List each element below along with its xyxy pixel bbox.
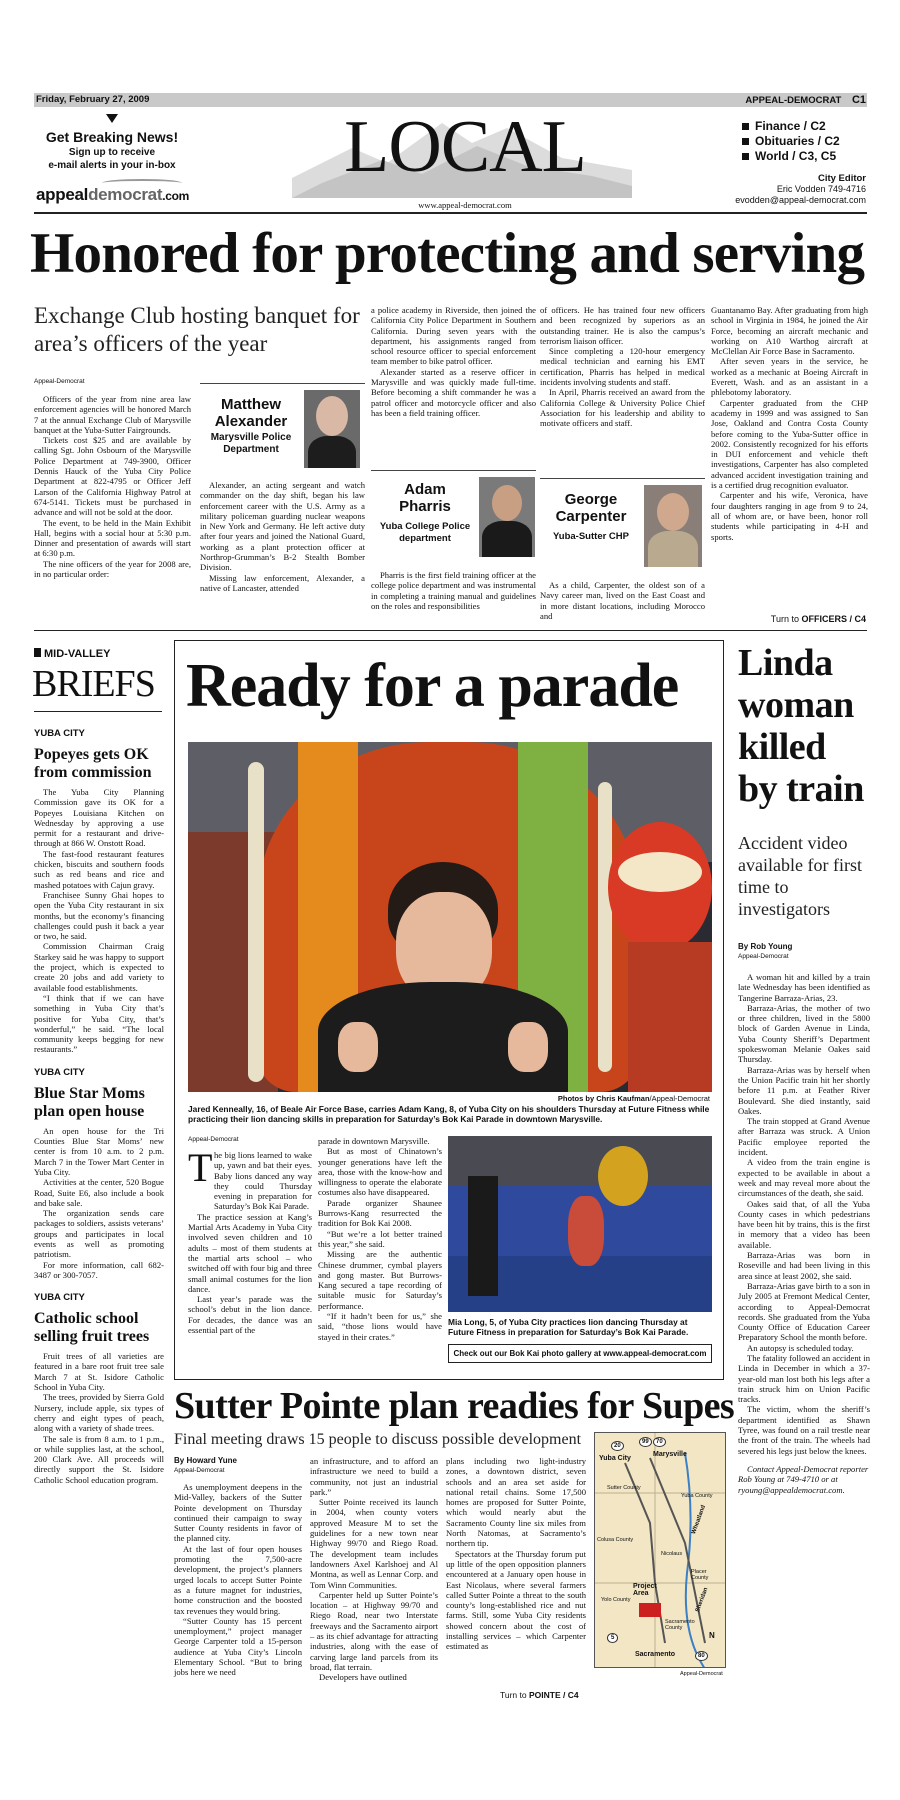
linda-paragraph: Oakes said that, of all the Yuba County cases in which pedestrians have been hit by trains, this is the first in memory that a video has been available. xyxy=(738,1198,870,1250)
officer-box-carpenter xyxy=(540,478,705,572)
section-name: LOCAL xyxy=(344,106,586,188)
editor-email[interactable]: evodden@appeal-democrat.com xyxy=(735,195,866,205)
map-label-colusa: Colusa County xyxy=(597,1537,634,1543)
linda-paragraph: An autopsy is scheduled today. xyxy=(747,1342,854,1353)
masthead-rule xyxy=(34,212,867,214)
sutter-paragraph: an infrastructure, and to afford an infrastructure we need to build a community, not just an industrial park.” xyxy=(310,1456,438,1497)
section-index xyxy=(742,119,872,164)
briefs-title: BRIEFS xyxy=(32,663,155,705)
promo-arrow-icon xyxy=(106,114,118,123)
map-label-marysville: Marysville xyxy=(653,1451,687,1458)
byline-prefix: By xyxy=(738,942,751,951)
linda-paragraph: A woman hit and killed by a train late Wednesday has been identified as Tangerine Barraza-Arias, 23. xyxy=(738,972,870,1003)
highway-shield-80: 80 xyxy=(695,1651,708,1661)
promo-title: Get Breaking News! xyxy=(45,129,179,145)
map-label-yolo: Yolo County xyxy=(601,1597,631,1603)
dropcap: T xyxy=(188,1145,213,1190)
lead-column-3b xyxy=(371,570,536,611)
officer-department: Marysville Police Department xyxy=(210,432,292,455)
index-label: Finance / C2 xyxy=(755,119,826,133)
lead-subhead: Exchange Club hosting banquet for area’s officers of the year xyxy=(34,303,360,356)
credit-suffix: /Appeal-Democrat xyxy=(649,1094,710,1103)
index-item[interactable] xyxy=(742,149,872,164)
briefs-column xyxy=(34,728,164,1485)
linda-paragraph: The train stopped at Grand Avenue after Barraza was struck. A Union Pacific employee reported the incident. xyxy=(738,1116,870,1158)
map-label-wheatland: Wheatland xyxy=(691,1504,708,1536)
lead-paragraph: Guantanamo Bay. After graduating from high school in Virginia in 1984, he joined the Air Force, becoming an aircraft mechanic and working on A10 Warthog aircraft at McClellan Air Force Base in Sacramento. xyxy=(711,305,868,357)
site-logo[interactable] xyxy=(36,185,189,205)
lead-paragraph: of officers. He has trained four new officers and been recognized by superiors as an outstanding trainer. He is also the campus’s terrorism liaison officer. xyxy=(540,305,705,346)
officer-name: Matthew Alexander xyxy=(214,396,288,430)
lead-paragraph: Alexander, an acting sergeant and watch commander on the day shift, began his law enforcement career with the U.S. Army as a military policeman guarding nuclear weapons in New York and Germany. He left active duty after four years and joined the National Guard, working as a plant protection officer at Northrop-Grumman’s B-2 Stealth Bomber Division. xyxy=(200,480,365,573)
byline-org: Appeal-Democrat xyxy=(174,1467,225,1474)
brief-body xyxy=(34,1126,164,1280)
linda-paragraph: Barraza-Arias gave birth to a son in July 2005 at Fremont Medical Center, according to Appeal-Democrat records. She graduated from the Yuba County Office of Education Career Preparatory School the month before. xyxy=(738,1280,870,1343)
byline-name: Howard Yune xyxy=(186,1456,237,1465)
index-label: Obituaries / C2 xyxy=(755,134,840,148)
lead-column-4b xyxy=(540,580,705,621)
officer-name: George Carpenter xyxy=(555,491,627,525)
linda-paragraph: Barraza-Arias, the mother of two or three children, lived in the 5800 block of Garden Avenue in Linda, Yuba County Sheriff’s Department spokeswoman Melanie Oakes said Thursday. xyxy=(738,1002,870,1065)
officer-box-pharris xyxy=(371,470,536,564)
lead-paragraph: Carpenter graduated from the CHP academy in 1999 and was assigned to San Jose, Oakland and Contra Costa County before coming to the Yuba-Sutter office in 2002. Consistently recognized for his efforts in DUI enforcement and vehicle theft investigations, Carpenter has also completed advanced accident investigation training and is a certified drug recognition evaluator. xyxy=(711,397,868,491)
brief-paragraph: The fast-food restaurant features chicken, biscuits and southern foods such as red beans and rice and mashed potatoes with Cajun gravy. xyxy=(34,848,164,890)
byline-prefix: By xyxy=(174,1456,187,1465)
sutter-column-3 xyxy=(446,1456,586,1652)
byline-org: Appeal-Democrat xyxy=(738,953,789,960)
index-item[interactable] xyxy=(742,134,872,149)
lead-paragraph: The nine officers of the year for 2008 are, in no particular order: xyxy=(34,558,191,580)
kicker-text: MID-VALLEY xyxy=(44,648,111,660)
parade-paragraph: But as most of Chinatown’s younger generations have left the area, those with the know-how and willingness to operate the elaborate costumes also have disappeared. xyxy=(318,1146,442,1198)
editor-name: Eric Vodden 749-4716 xyxy=(776,184,866,194)
sutter-paragraph: Developers have outlined xyxy=(319,1672,407,1683)
officer-photo-carpenter xyxy=(644,485,702,567)
linda-paragraph: Barraza-Arias was by herself when the Union Pacific train hit her shortly before 11 p.m. at Feather River Boulevard. She died instantly, said Oakes. xyxy=(738,1064,870,1116)
lead-bottom-rule xyxy=(34,630,867,631)
index-bullet-icon xyxy=(742,138,749,145)
parade-column-2 xyxy=(318,1136,442,1342)
credit-prefix: Photos by xyxy=(557,1094,597,1103)
map-label-sacramento: Sacramento xyxy=(635,1651,676,1658)
parade-paragraph: Missing are the authentic Chinese drummer, cymbal players and gong master. But Burrows-Kang secured a tape recording of suitable music for Saturday’s performance. xyxy=(318,1249,442,1311)
brief-paragraph: An open house for the Tri Counties Blue Star Moms’ new center is from 10 a.m. to 2 p.m. March 7 in the Tower Mart Center in Yuba City. xyxy=(34,1125,164,1177)
sutter-paragraph: plans including two light-industry zones, a downtown district, seven schools and an area set aside for national retail chains. Some 17,500 homes are proposed for Sutter Pointe, which would nearly abut the Sacramento County line six miles from North Natomas, at Sacramento’s northern tip. xyxy=(446,1456,586,1549)
sutter-paragraph: As unemployment deepens in the Mid-Valley, backers of the Sutter Pointe development on Thursday continued their campaign to sway Sutter County residents in favor of the planned city. xyxy=(174,1482,302,1544)
parade-paragraph: parade in downtown Marysville. xyxy=(318,1136,430,1146)
map-credit: Appeal-Democrat xyxy=(680,1671,723,1677)
byline-name: Rob Young xyxy=(750,942,793,951)
parade-paragraph: “If it hadn’t been for us,” she said, “those lions would have stayed in their crates.” xyxy=(318,1311,442,1342)
officer-name: Adam Pharris xyxy=(399,481,451,515)
map-label-placer: Placer County xyxy=(691,1569,709,1581)
site-logo-accent: democrat xyxy=(88,185,163,204)
briefs-title-rule xyxy=(34,711,162,712)
lead-column-1 xyxy=(34,394,191,579)
lead-byline: Appeal-Democrat xyxy=(34,378,85,385)
paper-name xyxy=(745,94,866,107)
brief-headline: Blue Star Moms plan open house xyxy=(34,1084,145,1120)
lead-paragraph: Pharris is the first field training officer at the college police department and was instrumental in completing a training manual and guidelines on the roles and responsibilities xyxy=(371,570,536,611)
lead-paragraph: Carpenter and his wife, Veronica, have four daughters ranging in age from 9 to 24, all of whom are, or have been, honor roll students while participating in 4-H and sports. xyxy=(711,490,868,542)
brief-dateline: YUBA CITY xyxy=(34,1066,85,1078)
editor-contact xyxy=(735,173,866,206)
linda-paragraph: The fatality followed an accident in Linda in December in which a 37-year-old man lost both his legs after a train struck him on Union Pacific tracks. xyxy=(738,1352,870,1405)
brief-paragraph: “I think that if we can have something in Yuba City that’s positive for Yuba City, that’s wonderful,” he said. “The local community keeps begging for new restaurants.” xyxy=(34,992,164,1055)
parade-paragraph: Parade organizer Shaunee Burrows-Kang resurrected the tradition for Bok Kai 2008. xyxy=(318,1197,442,1229)
north-arrow-icon: N xyxy=(709,1631,715,1640)
linda-column xyxy=(738,972,870,1495)
lead-paragraph: a police academy in Riverside, then joined the California City Police Department in Southern California. During seven years with the department, his assignments ranged from school resource officer to special enforcement team member to bike patrol officer. xyxy=(371,305,536,367)
promo-line-1: Sign up to receive xyxy=(68,147,156,158)
map-label-sutter-county: Sutter County xyxy=(607,1485,641,1491)
brief-dateline: YUBA CITY xyxy=(34,728,85,739)
jump-target: OFFICERS / C4 xyxy=(801,614,866,624)
parade-column-1 xyxy=(188,1145,312,1336)
lead-paragraph: After seven years in the service, he worked as a mechanic at Boeing Aircraft in Everett, Wash. and as an assistant in a phlebotomy laboratory. xyxy=(711,356,868,398)
map-label-sheridan: Sheridan xyxy=(695,1586,710,1614)
linda-byline xyxy=(738,942,792,962)
brief-body xyxy=(34,1351,164,1485)
lead-column-3 xyxy=(371,305,536,418)
sutter-headline: Sutter Pointe plan readies for Supes xyxy=(174,1385,735,1427)
brief-headline: Popeyes gets OK from commission xyxy=(34,746,152,781)
credit-name: Chris Kaufman xyxy=(596,1094,650,1103)
kicker-square-icon xyxy=(34,648,41,657)
index-bullet-icon xyxy=(742,123,749,130)
officer-department: Yuba-Sutter CHP xyxy=(552,531,629,542)
lion-dance-photo xyxy=(188,742,712,1092)
photo-gallery-link[interactable]: Check out our Bok Kai photo gallery at www.appeal-democrat.com xyxy=(448,1344,712,1363)
lead-jump[interactable] xyxy=(771,614,866,624)
brief-paragraph: The organization sends care packages to soldiers, assists veterans’ groups and participates in local events as well as promoting patriotism. xyxy=(34,1208,164,1260)
brief-paragraph: Fruit trees of all varieties are featured in a bare root fruit tree sale March 7 at St. Isidore Catholic School in Yuba City. xyxy=(34,1351,164,1393)
sutter-subhead: Final meeting draws 15 people to discuss possible development xyxy=(174,1431,582,1448)
map-label-project: Project Area xyxy=(633,1583,657,1597)
jump-prefix: Turn to xyxy=(500,1690,529,1700)
linda-paragraph: A video from the train engine is expected to be available in about a week and may reveal more about the circumstances of the death, she said. xyxy=(738,1157,870,1199)
parade-paragraph: The practice session at Kang’s Martial Arts Academy in Yuba City involved seven children and 10 adults – most of them students at the martial arts school – who switched off with four big and three small animal costumes for the lion dance. xyxy=(188,1211,312,1294)
lead-paragraph: In April, Pharris received an award from the California College & University Police Chief Association for his leadership and ability to motivate officers and staff. xyxy=(540,387,705,429)
parade-headline: Ready for a parade xyxy=(186,652,679,720)
officer-photo-alexander xyxy=(304,390,360,468)
main-photo-caption: Jared Kenneally, 16, of Beale Air Force Base, carries Adam Kang, 8, of Yuba City on his shoulders Thursday at Future Fitness while practicing their lion dancing skills in preparation for Saturday’s Bok Kai Parade in downtown Marysville. xyxy=(188,1104,710,1124)
lead-column-5 xyxy=(711,305,868,542)
site-logo-swoosh xyxy=(102,179,182,187)
lead-paragraph: As a child, Carpenter, the oldest son of a Navy career man, lived on the East Coast and in more distant locations, including Morocco and xyxy=(540,580,705,621)
second-photo-caption: Mia Long, 5, of Yuba City practices lion dancing Thursday at Future Fitness in preparation for Saturday’s Bok Kai Parade. xyxy=(448,1317,689,1337)
map-label-sac-county: Sacramento County xyxy=(665,1619,695,1631)
index-bullet-icon xyxy=(742,153,749,160)
officer-box-alexander xyxy=(200,383,365,471)
promo-line-2: e-mail alerts in your in-box xyxy=(48,160,176,171)
sutter-column-1 xyxy=(174,1482,302,1678)
map-label-yuba-county: Yuba County xyxy=(681,1493,713,1499)
briefs-kicker xyxy=(34,648,110,660)
paper-name-text: APPEAL-DEMOCRAT xyxy=(745,95,842,106)
site-logo-tail: .com xyxy=(162,189,189,203)
brief-paragraph: Activities at the center, 520 Bogue Road, Suite E6, also include a book and bake sale. xyxy=(34,1177,164,1208)
sutter-column-2 xyxy=(310,1456,438,1683)
sutter-paragraph: Spectators at the Thursday forum put up little of the open opposition planners encountered at a January open house in East Nicolaus, where several farmers called Sutter Pointe a threat to the south county’s long-established rice and nut farms. Still, some Yuba City residents showed concern about the cost of installing services – which Carpenter estimated as xyxy=(446,1548,586,1652)
linda-paragraph: Barraza-Arias was born in Roseville and had been living in this area since at least 2002, she said. xyxy=(738,1250,870,1281)
lead-paragraph: Tickets cost $25 and are available by calling Sgt. John Osbourn of the Marysville Police Department at 749-3900, Officer Dennis Hauck of the Yuba City Police Department at 822-4795 or Officer Jeff Larson of the California Highway Patrol at 674-5141. Tickets must be purchased in advance and will not be sold at the door. xyxy=(34,435,191,518)
brief-paragraph: The trees, provided by Sierra Gold Nursery, include apple, six types of cherry and eight types of peach, along with a variety of shade trees. xyxy=(34,1392,164,1434)
photo-credit xyxy=(558,1094,710,1103)
lead-paragraph: Missing law enforcement, Alexander, a native of Lancaster, attended xyxy=(200,572,365,593)
map-label-yuba-city: Yuba City xyxy=(599,1455,631,1462)
brief-dateline: YUBA CITY xyxy=(34,1292,85,1304)
parade-paragraph: he big lions learned to wake up, yawn and bat their eyes. Baby lions danced any way they could Thursday evening in preparation for Saturday’s Bok Kai Parade. xyxy=(214,1150,312,1212)
officer-photo-pharris xyxy=(479,477,535,557)
lead-paragraph: Alexander started as a reserve officer in Marysville and was quickly made full-time. Before becoming a shift commander he was a patrol officer and motorcycle officer and also has been a field training officer. xyxy=(371,366,536,418)
officer-department: Yuba College Police department xyxy=(379,521,471,544)
brief-paragraph: Franchisee Sunny Ghai hopes to open the Yuba City restaurant in six months, but the economy’s financing challenges could push it back a year or two, he said. xyxy=(34,889,164,942)
index-label: World / C3, C5 xyxy=(755,149,837,163)
lead-paragraph: Officers of the year from nine area law enforcement agencies will be honored March 7 at the annual Exchange Club of Marysville banquet at the Yuba-Sutter Fairgrounds. xyxy=(34,394,191,435)
jump-prefix: Turn to xyxy=(770,614,802,624)
parade-paragraph: Last year’s parade was the school’s debut in the lion dance. For decades, the dance was an essential part of the xyxy=(188,1294,312,1336)
linda-contact: Contact Appeal-Democrat reporter Rob Young at 749-4710 or at ryoung@appealdemocrat.com. xyxy=(738,1463,869,1495)
highway-shield-99: 99 xyxy=(639,1437,652,1447)
lead-paragraph: Since completing a 120-hour emergency medical technician and earning his EMT certification, Pharris has helped in medical incidents involving students and staff. xyxy=(540,346,705,388)
section-code: C1 xyxy=(851,94,866,106)
linda-subhead: Accident video available for first time to investigators xyxy=(738,833,862,919)
brief-body xyxy=(34,787,164,1055)
brief-paragraph: For more information, call 682-3487 or 300-7057. xyxy=(34,1259,164,1280)
brief-paragraph: Commission Chairman Craig Starkey said he was happy to support the project, which is expected to create 20 jobs and add variety to available food establishments. xyxy=(34,941,164,993)
highway-shield-20: 20 xyxy=(611,1441,624,1451)
lead-column-4 xyxy=(540,305,705,429)
brief-paragraph: The Yuba City Planning Commission gave its OK for a Popeyes Louisiana Kitchen on Wednesday by approving a use permit for a restaurant and drive-through at 866 W. Onstott Road. xyxy=(34,787,164,849)
breaking-news-promo[interactable] xyxy=(34,129,190,172)
editor-title: City Editor xyxy=(817,173,866,184)
brief-headline: Catholic school selling fruit trees xyxy=(34,1310,150,1346)
lead-paragraph: The event, to be held in the Main Exhibit Hall, begins with a social hour at 5:30 p.m. Dinner and presentation of awards will start at 6:30 p.m. xyxy=(34,517,191,559)
sutter-paragraph: Sutter Pointe received its launch in 2004, when county voters approved Measure M to set the guidelines for a new town near Highway 99/70 and Riego Road. The development team includes landowners Axel Karlshoej and Al Montna, as well as Lennar Corp. and Tom Winn Communities. xyxy=(310,1497,438,1590)
lead-column-2 xyxy=(200,480,365,593)
linda-paragraph: The victim, whom the sheriff’s department identified as Shawn Tyree, was found on a rail trestle near the front of the train. The wheels had severed his legs just below the knees. xyxy=(738,1404,870,1456)
parade-paragraph: “But we’re a lot better trained this year,” she said. xyxy=(318,1228,442,1249)
sutter-paragraph: At the last of four open houses promoting the 7,500-acre development, the project’s planners urged locals to accept Sutter Pointe as a future magnet for industries, home construction and the boosted tax revenues they would bring. xyxy=(174,1543,302,1616)
sutter-paragraph: Carpenter held up Sutter Pointe’s location – at Highway 99/70 and Riego Road, near two Interstate freeways and the Sacramento airport – as its chief advantage for attracting industries, along with the ease of carving large land parcels from its broad, flat terrain. xyxy=(310,1589,438,1672)
parade-byline: Appeal-Democrat xyxy=(188,1136,239,1143)
brief-paragraph: The sale is from 8 a.m. to 1 p.m., or while supplies last, at the school, 200 Clark Ave. All proceeds will directly support the St. Isidore Catholic School education program. xyxy=(34,1433,164,1485)
map-label-nicolaus: Nicolaus xyxy=(661,1551,683,1557)
index-item[interactable] xyxy=(742,119,872,134)
lead-headline: Honored for protecting and serving xyxy=(30,222,865,285)
highway-shield-70: 70 xyxy=(653,1437,666,1447)
jump-target: POINTE / C4 xyxy=(528,1690,579,1700)
site-logo-main: appeal xyxy=(36,185,89,204)
project-location-map xyxy=(594,1432,726,1668)
highway-shield-5: 5 xyxy=(607,1633,618,1643)
sutter-byline xyxy=(174,1456,237,1476)
section-url[interactable]: www.appeal-democrat.com xyxy=(418,200,512,210)
sutter-paragraph: “Sutter County has 15 percent unemployment,” project manager George Carpenter told a 15-person audience at Yuba City’s Lincoln Elementary School. “But to bring jobs here we need xyxy=(174,1615,302,1678)
mia-long-photo xyxy=(448,1136,712,1312)
linda-headline: Linda woman killed by train xyxy=(738,642,864,810)
sutter-jump[interactable] xyxy=(500,1690,579,1700)
issue-date: Friday, February 27, 2009 xyxy=(36,94,150,105)
